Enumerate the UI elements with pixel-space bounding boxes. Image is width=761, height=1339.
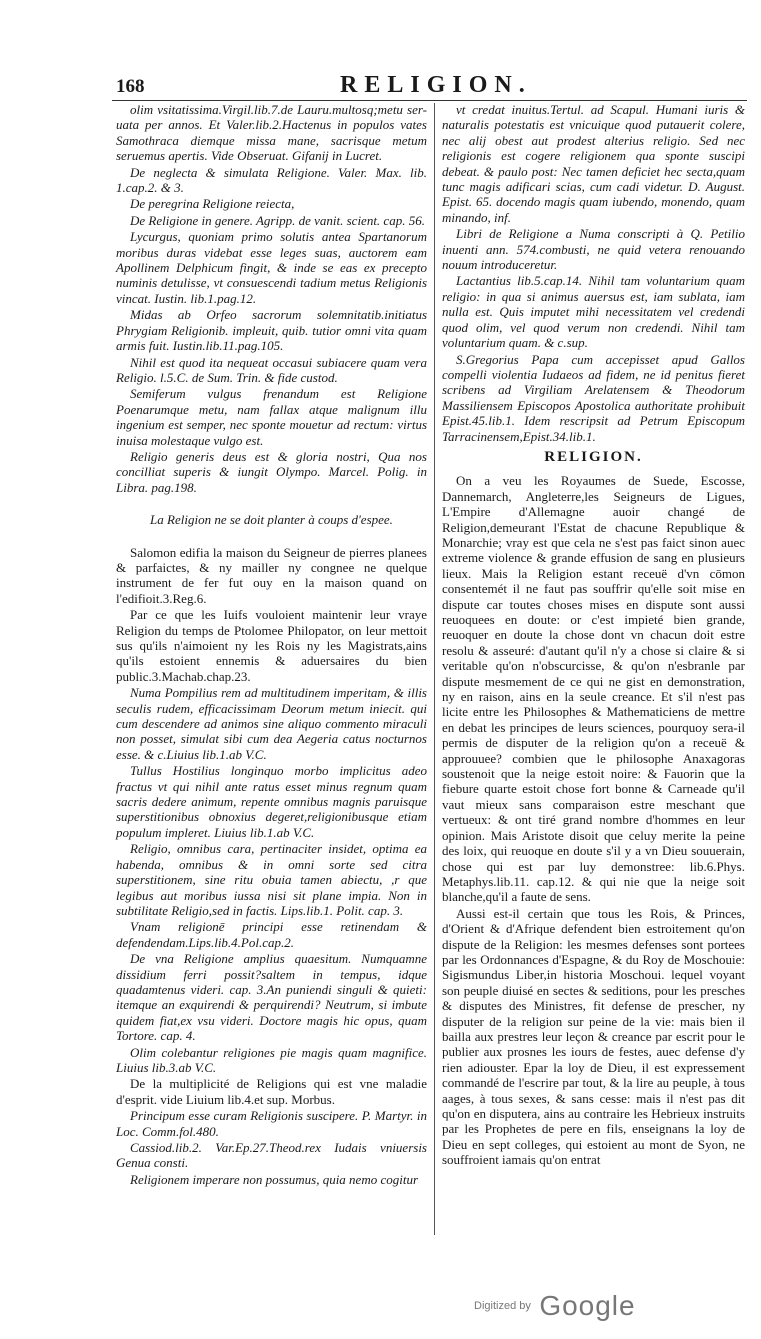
right-column-top [442, 102, 745, 444]
page-number: 168 [116, 76, 145, 97]
digitized-by-label: Digitized by [474, 1300, 531, 1312]
paragraph: La Religion ne se doit planter à coups d'espee. [150, 512, 393, 528]
paragraph: Aussi est-il certain que tous les Rois, & Princes, d'Orient & d'Afrique defendent bien estroitement qu'on dispute de la Religion: les mesmes defenses sont portees par les Ordonnances d'Espagne, & du Roy de Moschouie: Sigismundus Liber,in historia Moschoui. lequel voyant son peuple diuisé en sectes & seditions, pour les presches & disputes des Ministres, fit defense de prescher, ny disputer de la religion sur peine de la vie: mais bien il bailla aux prestres leur leçon & creance par escrit pour le publier aux prosnes les iours de festes, auec defense d'y rien adiouster. Epar la loy de Dieu, il est expressement commandé de l'escrire par tout, & la lire au peuple, à tous aages, à tous sexes, & sans cesse: mais il n'est pas dit qu'on en disputera, ains au contraire les Hebrieux instruits par les Prophetes de pere en fils, enseignans la loy de Dieu en sept colleges, qui estoient au mont de Syon, ne souffroient iamais qu'on entrat [442, 905, 745, 1168]
paragraph: olim vsitatissima.Virgil.lib.7.de Lauru.multosq;metu ser-uata per annos. Et Valer.lib.2.Hactenus in populos vates Samothraca diemque missa mane, sacrisque metum seruemus apertis. Vide Obseruat. Gifanij in Lucret. [116, 102, 427, 164]
paragraph: Vnam religionē principi esse retinendam & defendendam.Lips.lib.4.Pol.cap.2. [116, 919, 427, 950]
google-logo: Google [539, 1290, 636, 1321]
paragraph: Numa Pompilius rem ad multitudinem imperitam, & illis seculis rudem, efficacissimam Deorum metum iniecit. qui cum descendere ad animos sine aliquo commento miraculi non posset, simulat sibi cum dea Aegeria catus nocturnos esse. & c.Liuius lib.1.ab V.C. [116, 685, 427, 762]
column-divider [434, 103, 435, 1235]
right-column-body [442, 473, 745, 1167]
left-column [116, 102, 427, 1188]
paragraph: De peregrina Religione reiecta, [130, 196, 295, 212]
paragraph: De la multiplicité de Religions qui est vne maladie d'esprit. vide Liuium lib.4.et sup. Morbus. [116, 1076, 427, 1107]
paragraph: Par ce que les Iuifs vouloient maintenir leur vraye Religion du temps de Ptolomee Philopator, on leur mettoit sus qu'ils n'aimoient ny les Rois ny les Magistrats,ains qu'ils estoient ennemis & aduersaires du bien public.3.Machab.chap.23. [116, 607, 427, 684]
paragraph: Tullus Hostilius longinquo morbo implicitus adeo fractus vt qui nihil ante ratus esset minus regnum quam sacris dedere animum, repente omnibus magnis paruisque superstitionibus obnoxius degeret,religionibusque etiam populum impleret. Liuius lib.1.ab V.C. [116, 763, 427, 840]
paragraph: Religionem imperare non possumus, quia nemo cogitur [130, 1171, 419, 1187]
paragraph: S.Gregorius Papa cum accepisset apud Gallos compelli violentia Iudaeos ad fidem, ne id penitus fieret scribens ad Virgiliam Arelatensem & Theodorum Massiliensem Episcopos Apostolica authoritate prohibuit Epist.45.lib.1. Idem rescripsit ad Petrum Episcopum Tarracinensem,Epist.34.lib.1. [442, 351, 745, 444]
header-rule [112, 100, 747, 101]
paragraph: Libri de Religione a Numa conscripti à Q. Petilio inuenti ann. 574.combusti, ne quid vetera renouando nouum introduceretur. [442, 226, 745, 273]
running-title: RELIGION. [340, 72, 532, 98]
paragraph: De Religione in genere. Agripp. de vanit. scient. cap. 56. [130, 212, 425, 228]
paragraph: De vna Religione amplius quaesitum. Numquamne dissidium ferri possit?saltem in tempus, idque quadamtenus videri. cap. 3.An puniendi singuli & quieti: itemque an exquirendi & perquirendi? Neutrum, si imbute quidem fiat,ex vsu videri. Doctore magis hic opus, quam Tortore. cap. 4. [116, 951, 427, 1044]
paragraph: Principum esse curam Religionis suscipere. P. Martyr. in Loc. Comm.fol.480. [116, 1108, 427, 1139]
paragraph: Nihil est quod ita nequeat occasui subiacere quam vera Religio. l.5.C. de Sum. Trin. & fide custod. [116, 354, 427, 385]
paragraph: On a veu les Royaumes de Suede, Escosse, Dannemarch, Angleterre,les Seigneurs de Ligues, L'Empire d'Allemagne auoir changé de Religion,demeurant l'Estat de chacune Republique & Monarchie; vray est que cela ne s'est pas faict sinon auec extreme violence & grande effusion de sang en plusieurs lieux. Mais la Religion estant receuë d'vn cōmon consentemét il ne faut pas souffrir qu'elle soit mise en dispute car toutes choses mises en dispute sont aussi reuoquees en doute: or c'est impieté bien grande, reuoquer en doute la chose dont vn chacun doit estre resolu & asseuré: d'autant qu'il n'y a chose si claire & si veritable qu'on n'obscurcisse, & qu'on n'esbranle par dispute mesmement de ce qui ne gist en demonstration, ny en raison, ains en la seule creance. Et s'il n'est pas licite entre les Philosophes & Mathematiciens de mettre en debat les principes de leurs sciences, pourquoy sera-il permis de disputer de la religion qu'on a receuë & approuuee? combien que le philosophe Anaxagoras soustenoit que la neige estoit noire: & Fauorin que la fiebure quarte estoit chose fort bonne & Carneade qu'il vaut mieux sans comparaison estre meschant que vertueux: & ont tiré grand nombre d'hommes en leur opinion. Mais Aristote disoit que celuy merite la peine des loix, qui reuoque en doute s'il y a vn Dieu souuerain, chose qui est par luy demonstree: lib.6.Phys. Metaphys.lib.11. cap.12. & qui nie que la neige soit blanche,qu'il a faute de sens. [442, 473, 745, 905]
paragraph: Lactantius lib.5.cap.14. Nihil tam voluntarium quam religio: in qua si animus auersus est, iam sublata, iam nulla est. Quis imputet mihi necessitatem vel credendi quod olim, vel quod verum non credendi. Nihil tam voluntarium quam. & c.sup. [442, 273, 745, 351]
section-heading: RELIGION. [544, 448, 643, 465]
right-column [442, 102, 745, 1169]
paragraph: vt credat inuitus.Tertul. ad Scapul. Humani iuris & naturalis potestatis est vnicuique quod putauerit colere, nec alij obest aut prodest alterius religio. Sed nec religionis est cogere religionem qua sponte suscipi debeat. & paulo post: Nec tamen deficiet hec secta,quam tunc magis adificari scias, cum cadi videtur. D. August. Epist. 65. docendo magis quam iubendo, monendo, quam minando, inf. [442, 102, 745, 225]
paragraph: De neglecta & simulata Religione. Valer. Max. lib. 1.cap.2. & 3. [116, 164, 427, 196]
paragraph: Cassiod.lib.2. Var.Ep.27.Theod.rex Iudais vniuersis Genua consti. [116, 1140, 427, 1171]
paragraph: Olim colebantur religiones pie magis quam magnifice. Liuius lib.3.ab V.C. [116, 1044, 427, 1075]
paragraph: Religio generis deus est & gloria nostri, Qua nos concilliat superis & iungit Olympo. Marcel. Polig. in Libra. pag.198. [116, 448, 427, 495]
paragraph: Midas ab Orfeo sacrorum solemnitatib.initiatus Phrygiam Religionib. impleuit, quib. tutior omni vita quam armis fuit. Iustin.lib.11.pag.105. [116, 307, 427, 354]
paragraph: Religio, omnibus cara, pertinaciter insidet, optima ea habenda, omnibus & in omni sorte sed citra superstitionem, sine ritu obuia tamen abiectu, ,r que legibus aut moribus iussa nisi sit plane impia. Non in subtilitate Religio,sed in factis. Lips.lib.1. Polit. cap. 3. [116, 841, 427, 918]
paragraph: Semiferum vulgus frenandum est Religione Poenarumque metu, nam fallax atque malignum illu ingenium est semper, nec sponte mouetur ad rectum: virtus inuisa molestaque vulgo est. [116, 386, 427, 448]
digitized-footer [474, 1290, 636, 1322]
paragraph: Lycurgus, quoniam primo solutis antea Spartanorum moribus duras videbat esse leges suas, auctorem eam Apollinem Delphicum fingit, & inde se eas ex precepto numinis detulisse, vt consuescendi tadium metus Religionis vincat. Iustin. lib.1.pag.12. [116, 229, 427, 306]
paragraph: Salomon edifia la maison du Seigneur de pierres planees & parfaictes, & ny mailler ny congnee ne quelque instrument de fer fut ouy en la maison quand on l'edifioit.3.Reg.6. [116, 544, 427, 606]
